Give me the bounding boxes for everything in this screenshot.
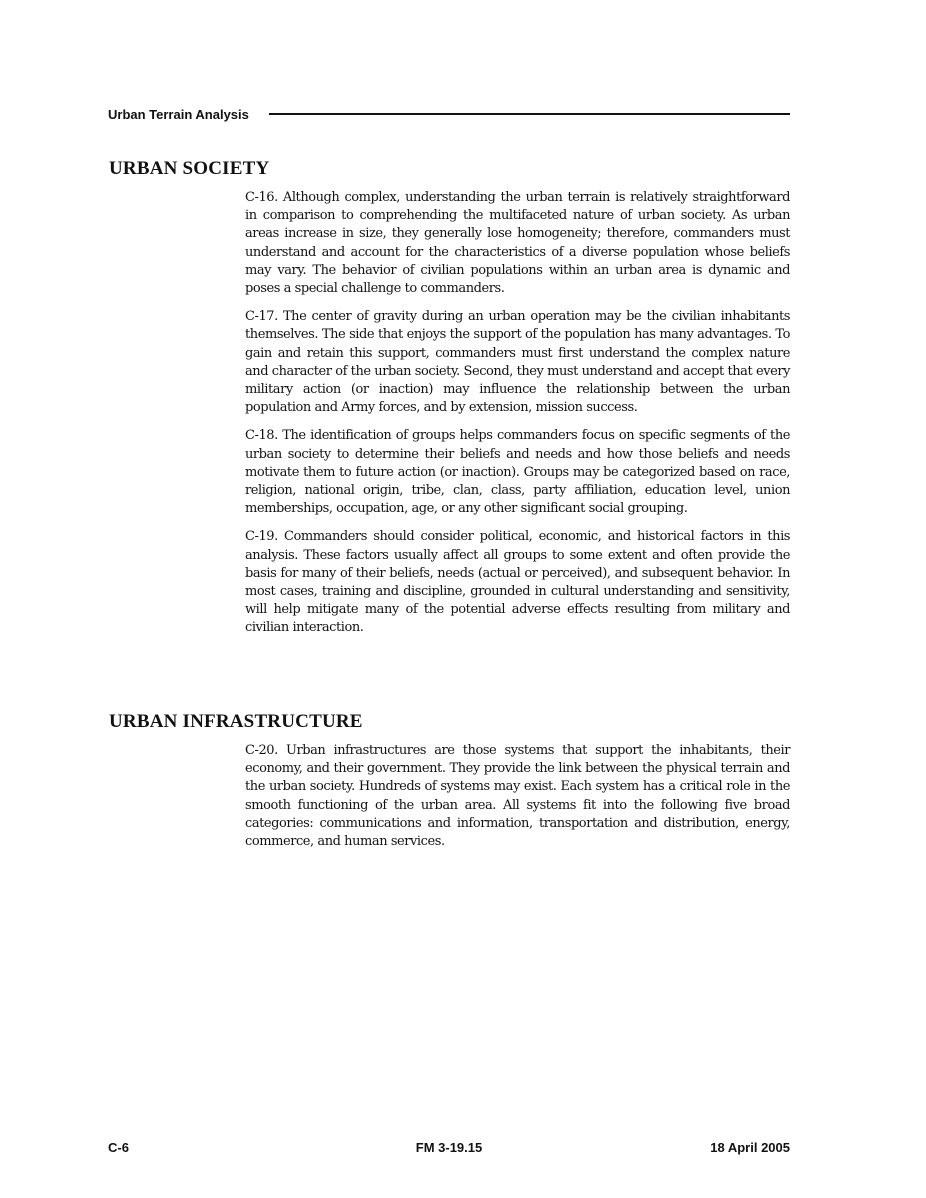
urban-infrastructure-body [245,742,790,861]
page-footer [108,1140,790,1158]
section-heading-urban-infrastructure: URBAN INFRASTRUCTURE [109,711,363,732]
running-header [108,104,790,124]
paragraph-c18: C-18. The identification of groups helps commanders focus on specific segments of the urban society to determine their beliefs and needs and how those beliefs and needs motivate them to future action (or inaction). Groups may be categorized based on race, religion, national origin, tribe, clan, class, party affiliation, education level, union memberships, occupation, age, or any other significant social grouping. [245,428,790,517]
paragraph-c19: C-19. Commanders should consider political, economic, and historical factors in this analysis. These factors usually affect all groups to some extent and often provide the basis for many of their beliefs, needs (actual or perceived), and subsequent behavior. In most cases, training and discipline, grounded in cultural understanding and sensitivity, will help mitigate many of the potential adverse effects resulting from military and civilian interaction. [245,529,790,636]
paragraph-c16: C-16. Although complex, understanding the urban terrain is relatively straightforward in comparison to comprehending the multifaceted nature of urban society. As urban areas increase in size, they generally lose homogeneity; therefore, commanders must understand and account for the characteristics of a diverse population whose beliefs may vary. The behavior of civilian populations within an urban area is dynamic and poses a special challenge to commanders. [245,190,790,297]
paragraph-c20: C-20. Urban infrastructures are those systems that support the inhabitants, their economy, and their government. They provide the link between the physical terrain and the urban society. Hundreds of systems may exist. Each system has a critical role in the smooth functioning of the urban area. All systems fit into the following five broad categories: communications and information, transportation and distribution, energy, commerce, and human services. [245,743,790,850]
section-heading-urban-society: URBAN SOCIETY [109,158,270,179]
header-rule [269,113,790,115]
paragraph-c17: C-17. The center of gravity during an urban operation may be the civilian inhabitants themselves. The side that enjoys the support of the population has many advantages. To gain and retain this support, commanders must first understand the complex nature and character of the urban society. Second, they must understand and accept that every military action (or inaction) may influence the relationship between the urban population and Army forces, and by extension, mission success. [245,309,790,416]
footer-page-number: C-6 [108,1140,129,1155]
running-header-title: Urban Terrain Analysis [108,106,249,122]
urban-society-body [245,189,790,648]
footer-manual-id: FM 3-19.15 [415,1140,483,1155]
footer-date: 18 April 2005 [710,1140,790,1155]
